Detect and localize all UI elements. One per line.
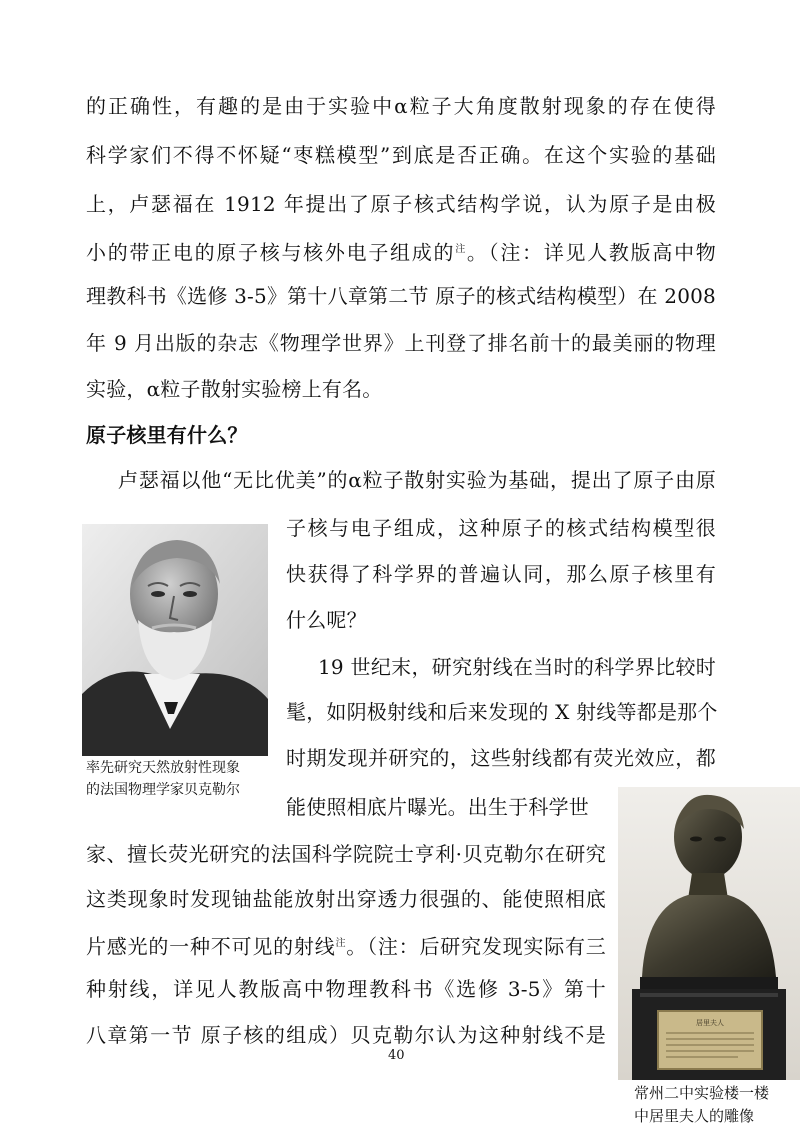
figure-caption: 的法国物理学家贝克勒尔 — [86, 782, 240, 798]
becquerel-portrait — [82, 524, 268, 756]
body-text-line: 种射线，详见人教版高中物理教科书《选修 3-5》第十 — [86, 977, 606, 1001]
body-text-line: 年 9 月出版的杂志《物理学世界》上刊登了排名前十的最美丽的物理 — [86, 331, 716, 355]
section-heading: 原子核里有什么？ — [86, 423, 248, 447]
body-text-line — [86, 932, 606, 959]
figure-caption: 率先研究天然放射性现象 — [86, 760, 240, 776]
body-text-line: 19 世纪末，研究射线在当时的科学界比较时 — [318, 655, 716, 679]
body-text-line: 时期发现并研究的，这些射线都有荧光效应，都 — [286, 746, 716, 770]
body-text-line: 这类现象时发现铀盐能放射出穿透力很强的、能使照相底 — [86, 887, 606, 911]
text-span: 小的带正电的原子核与核外电子组成的 — [86, 240, 456, 265]
plaque-title: 居里夫人 — [696, 1019, 724, 1027]
body-text-line: 实验，α粒子散射实验榜上有名。 — [86, 377, 383, 401]
body-text-line — [86, 238, 716, 265]
text-span: 。（注：详见人教版高中物 — [466, 240, 716, 265]
figure-caption: 常州二中实验楼一楼 — [634, 1084, 770, 1102]
body-text-line: 科学家们不得不怀疑“枣糕模型”到底是否正确。在这个实验的基础 — [86, 143, 716, 167]
body-text-line: 上，卢瑟福在 1912 年提出了原子核式结构学说，认为原子是由极 — [86, 192, 716, 216]
footnote-marker: 注 — [335, 938, 347, 949]
body-text-line: 什么呢？ — [286, 608, 367, 632]
footnote-marker: 注 — [455, 244, 467, 255]
figure-caption: 中居里夫人的雕像 — [634, 1107, 755, 1125]
curie-bust-photo — [618, 787, 800, 1080]
body-text-line: 髦，如阴极射线和后来发现的 X 射线等都是那个 — [286, 700, 718, 724]
body-text-line: 能使照相底片曝光。出生于科学世 — [286, 795, 589, 819]
body-text-line: 家、擅长荧光研究的法国科学院院士亨利·贝克勒尔在研究 — [86, 842, 606, 866]
page-number: 40 — [388, 1048, 405, 1063]
portrait-image — [82, 524, 268, 756]
text-span: 。（注：后研究发现实际有三 — [346, 934, 606, 959]
body-text-line: 卢瑟福以他“无比优美”的α粒子散射实验为基础，提出了原子由原 — [118, 468, 716, 492]
body-text-line: 的正确性，有趣的是由于实验中α粒子大角度散射现象的存在使得 — [86, 94, 716, 118]
body-text-line: 八章第一节 原子核的组成）贝克勒尔认为这种射线不是 — [86, 1023, 606, 1047]
body-text-line: 理教科书《选修 3-5》第十八章第二节 原子的核式结构模型）在 2008 — [86, 284, 716, 308]
body-text-line: 快获得了科学界的普遍认同，那么原子核里有 — [286, 562, 716, 586]
bust-image — [618, 787, 800, 1080]
text-span: 片感光的一种不可见的射线 — [86, 934, 336, 959]
body-text-line: 子核与电子组成，这种原子的核式结构模型很 — [286, 516, 716, 540]
